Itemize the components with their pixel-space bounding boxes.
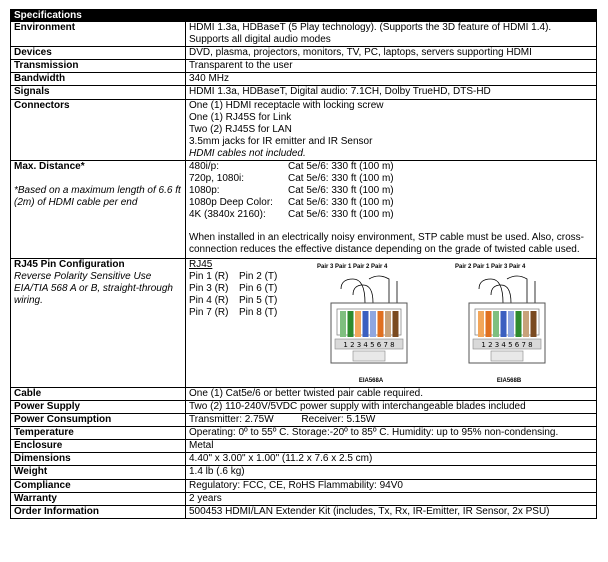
spec-row-signals: [11, 86, 597, 99]
spec-value-line: Two (2) RJ45S for LAN: [189, 123, 292, 135]
spec-row-max-distance: [11, 161, 597, 259]
wire-strand: [486, 311, 492, 337]
spec-row-enclosure: [11, 440, 597, 453]
wire-strand: [478, 311, 484, 337]
spec-label: Cable: [11, 387, 186, 400]
diagram-title: EIA568A: [358, 377, 384, 384]
wire-strand: [516, 311, 522, 337]
distance-value: Cat 5e/6: 330 ft (100 m): [288, 161, 394, 173]
pin-pair: [189, 283, 309, 295]
rj45-jack-icon: [317, 273, 425, 373]
spec-value: One (1) Cat5e/6 or better twisted pair cable required.: [186, 387, 597, 400]
spec-row-environment: [11, 22, 597, 47]
spec-row-rj45: [11, 258, 597, 387]
spec-label: Order Information: [11, 505, 186, 518]
diagram-title: EIA568B: [496, 377, 522, 384]
spec-row-temperature: [11, 427, 597, 440]
distance-entry: [189, 185, 593, 197]
distance-entry: [189, 161, 593, 173]
distance-resolution: 1080p:: [189, 185, 220, 197]
spec-label: Enclosure: [11, 440, 186, 453]
spec-value: [186, 258, 597, 387]
wire-strand: [501, 311, 507, 337]
pin-receive: Pin 7 (R): [189, 307, 229, 319]
distance-value: Cat 5e/6: 330 ft (100 m): [288, 185, 394, 197]
spacer: [189, 222, 593, 232]
spec-value: 340 MHz: [186, 73, 597, 86]
spec-label: Weight: [11, 466, 186, 479]
spec-label: Compliance: [11, 479, 186, 492]
distance-resolution: 480i/p:: [189, 161, 220, 173]
spec-value: Transmitter: 2.75W Receiver: 5.15W: [186, 414, 597, 427]
spec-label: Temperature: [11, 427, 186, 440]
wire-strand: [493, 311, 499, 337]
rj45-diagrams: [317, 261, 593, 387]
spec-value: Transparent to the user: [186, 60, 597, 73]
spec-value-line: One (1) HDMI receptacle with locking screw: [189, 99, 384, 111]
wire-strand: [508, 311, 514, 337]
spec-value: [186, 99, 597, 160]
spec-note: Reverse Polarity Sensitive Use EIA/TIA 568 A or B, straight-through wiring.: [14, 270, 173, 306]
spec-value: Regulatory: FCC, CE, RoHS Flammability: 94V0: [186, 479, 597, 492]
distance-entry: [189, 197, 593, 209]
spec-label: Connectors: [11, 99, 186, 160]
spec-label-text: RJ45 Pin Configuration: [14, 258, 125, 270]
spec-row-connectors: [11, 99, 597, 160]
distance-footnote: When installed in an electrically noisy environment, STP cable must be used. Also, cross-connection reduces the effective distance depending on the grade of twisted cable used.: [189, 231, 584, 255]
pin-numbers: 1 2 3 4 5 6 7 8: [481, 340, 533, 349]
diagram-pair-labels: Pair 2 Pair 1 Pair 3 Pair 4: [455, 263, 526, 270]
spec-value: HDMI 1.3a, HDBaseT, Digital audio: 7.1CH, Dolby TrueHD, DTS-HD: [186, 86, 597, 99]
spec-label-text: Max. Distance*: [14, 161, 85, 173]
spec-label: [11, 161, 186, 259]
spec-row-power-supply: [11, 400, 597, 413]
wire-strand: [378, 311, 384, 337]
pin-transmit: Pin 2 (T): [239, 270, 278, 282]
pin-receive: Pin 3 (R): [189, 282, 229, 294]
spec-value: 4.40" x 3.00" x 1.00" (11.2 x 7.6 x 2.5 cm): [186, 453, 597, 466]
specifications-table: [10, 9, 597, 519]
wire-strand: [355, 311, 361, 337]
spec-label: Signals: [11, 86, 186, 99]
pin-pair: [189, 307, 309, 319]
pin-list: [189, 259, 309, 387]
spec-row-dimensions: [11, 453, 597, 466]
wire-strand: [340, 311, 346, 337]
spec-value-line: 3.5mm jacks for IR emitter and IR Sensor: [189, 135, 373, 147]
pin-transmit: Pin 6 (T): [239, 282, 278, 294]
wire-strand: [370, 311, 376, 337]
pin-pair: [189, 295, 309, 307]
spec-value: DVD, plasma, projectors, monitors, TV, PC, laptops, servers supporting HDMI: [186, 47, 597, 60]
rj45-heading: RJ45: [189, 258, 213, 270]
wire-strand: [363, 311, 369, 337]
spec-label: Power Supply: [11, 400, 186, 413]
diagram-pair-labels: Pair 3 Pair 1 Pair 2 Pair 4: [317, 263, 388, 270]
wire-strand: [531, 311, 537, 337]
spec-row-order-information: [11, 505, 597, 518]
distance-value: Cat 5e/6: 330 ft (100 m): [288, 173, 394, 185]
spec-row-transmission: [11, 60, 597, 73]
spec-value: Two (2) 110-240V/5VDC power supply with interchangeable blades included: [186, 400, 597, 413]
spec-row-weight: [11, 466, 597, 479]
spec-value-line: One (1) RJ45S for Link: [189, 111, 292, 123]
spec-row-compliance: [11, 479, 597, 492]
spec-label: Transmission: [11, 60, 186, 73]
distance-entry: [189, 209, 593, 221]
rj45-jack-icon: [455, 273, 563, 373]
table-title: Specifications: [11, 10, 597, 22]
distance-entry: [189, 173, 593, 185]
distance-resolution: 1080p Deep Color:: [189, 197, 273, 209]
spacer: [14, 173, 182, 185]
spec-value: 2 years: [186, 492, 597, 505]
distance-value: Cat 5e/6: 330 ft (100 m): [288, 197, 394, 209]
pin-receive: Pin 4 (R): [189, 294, 229, 306]
wire-strand: [385, 311, 391, 337]
pin-transmit: Pin 8 (T): [239, 307, 278, 319]
distance-resolution: 720p, 1080i:: [189, 173, 245, 185]
pin-pair: [189, 271, 309, 283]
spec-value: Operating: 0º to 55º C. Storage:-20º to 85º C. Humidity: up to 95% non-condensing.: [186, 427, 597, 440]
spec-label: Bandwidth: [11, 73, 186, 86]
spec-label: Power Consumption: [11, 414, 186, 427]
spec-value: Metal: [186, 440, 597, 453]
distance-value: Cat 5e/6: 330 ft (100 m): [288, 209, 394, 221]
wire-strand: [393, 311, 399, 337]
spec-value: [186, 161, 597, 259]
pin-transmit: Pin 5 (T): [239, 294, 278, 306]
spec-row-cable: [11, 387, 597, 400]
spec-row-power-consumption: [11, 414, 597, 427]
spec-row-bandwidth: [11, 73, 597, 86]
rj45-block: [189, 259, 593, 387]
spec-value-line: Supports all digital audio modes: [189, 34, 331, 46]
spec-row-warranty: [11, 492, 597, 505]
spec-value-line: HDMI 1.3a, HDBaseT (5 Play technology). (Supports the 3D feature of HDMI 1.4).: [189, 22, 552, 33]
pin-receive: Pin 1 (R): [189, 270, 229, 282]
spec-label: Dimensions: [11, 453, 186, 466]
wire-strand: [523, 311, 529, 337]
spec-label: Environment: [11, 22, 186, 47]
spec-value: 500453 HDMI/LAN Extender Kit (includes, Tx, Rx, IR-Emitter, IR Sensor, 2x PSU): [186, 505, 597, 518]
pin-numbers: 1 2 3 4 5 6 7 8: [343, 340, 395, 349]
spec-note: HDMI cables not included.: [189, 147, 306, 159]
spec-value: 1.4 lb (.6 kg): [186, 466, 597, 479]
spec-label: Warranty: [11, 492, 186, 505]
spec-row-devices: [11, 47, 597, 60]
table-header-row: [11, 10, 597, 22]
spec-note: *Based on a maximum length of 6.6 ft (2m) of HDMI cable per end: [14, 185, 181, 209]
wire-strand: [348, 311, 354, 337]
eia568b-diagram: [455, 261, 563, 387]
spec-label: Devices: [11, 47, 186, 60]
spec-value: [186, 22, 597, 47]
eia568a-diagram: [317, 261, 425, 387]
spec-label: [11, 258, 186, 387]
distance-resolution: 4K (3840x 2160):: [189, 209, 266, 221]
